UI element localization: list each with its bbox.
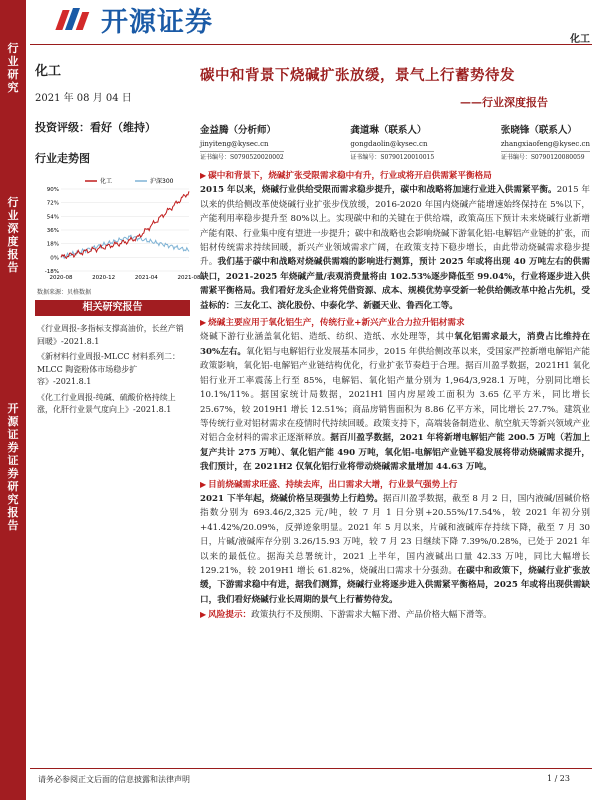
company-logo bbox=[55, 2, 245, 36]
footer-disclaimer: 请务必参阅正文后面的信息披露和法律声明 bbox=[38, 775, 190, 784]
bold-text: 2021 下半年起，烧碱价格呈现强势上行趋势。 bbox=[200, 493, 383, 504]
analyst-card bbox=[501, 124, 590, 164]
section-heading-text: 碳中和背景下，烧碱扩张受限需求稳中有升，行业或将开启供需紧平衡格局 bbox=[208, 171, 492, 181]
body-text: 据百川盈孚数据，截至 8 月 2 日，国内液碱/固碱价格指数分别为 693.46/2,325 元/吨，较 7 月 1 日分别+20.55%/17.54%，较 2021 年初分别+41.42%/20.09%，反弹迹象明显。2021 年 5 月以来，片碱和液碱库存持续下降，截至 7 月 30 日，片碱/液碱库存分别 3.26/15.93 万吨，较 7 月 23 日继续下降 7.39%/0.28%，已处于 2021 年以来的最低位。据海关总署统计，2021 上半年，国内液碱出口量 42.33 万吨，同比大幅增长 129.21%，较 2019H1 增长 61.82%，烧碱出口需求十分强劲。 bbox=[200, 493, 590, 576]
section-heading bbox=[200, 610, 251, 620]
report-title: 碳中和背景下烧碱扩张放缓，景气上行蓄势待发 bbox=[200, 67, 515, 84]
investment-rating: 投资评级：看好（维持） bbox=[35, 121, 156, 134]
section-heading bbox=[200, 477, 590, 492]
bullet-arrow-icon: ▶ bbox=[200, 170, 207, 180]
analyst-cert: 证书编号：S0790120080059 bbox=[501, 151, 590, 164]
x-tick-label: 2020-08 bbox=[49, 275, 73, 281]
x-tick-label: 2020-12 bbox=[92, 275, 116, 281]
analyst-cert: 证书编号：S0790120010015 bbox=[350, 151, 434, 164]
legend-label: 化工 bbox=[100, 178, 113, 185]
report-date: 2021 年 08 月 04 日 bbox=[35, 93, 132, 104]
y-tick-label: 54% bbox=[46, 214, 59, 221]
section-heading-text: 目前烧碱需求旺盛、持续去库，出口需求大增，行业景气强势上行 bbox=[208, 479, 458, 490]
header-sector: 化工 bbox=[570, 34, 590, 45]
related-report-link[interactable]: 《行业周报-多指标支撑高油价，长丝产销回暖》-2021.8.1 bbox=[37, 324, 184, 346]
trend-chart-title: 行业走势图 bbox=[35, 152, 90, 165]
x-tick-label: 2021-04 bbox=[134, 275, 158, 281]
bullet-arrow-icon: ▶ bbox=[200, 478, 207, 489]
legend-label: 沪深300 bbox=[150, 178, 174, 185]
analyst-name: 金益腾（分析师） bbox=[200, 125, 277, 136]
logo-text: 开源证券 bbox=[101, 6, 213, 38]
section-heading-text: 风险提示： bbox=[208, 610, 252, 621]
related-report-link[interactable]: 《化工行业周报-纯碱、硫酸价格持续上涨，化肝行业景气度向上》-2021.8.1 bbox=[37, 392, 176, 414]
body-text: 烧碱下游行业涵盖氧化铝、造纸、纺织、造纸、水处理等，其中 bbox=[200, 332, 455, 343]
paragraph bbox=[200, 330, 590, 474]
bold-text: 氧化铝需求最大，消费占比维持在 30%左右。 bbox=[200, 332, 590, 357]
analyst-email[interactable]: jinyiteng@kysec.cn bbox=[200, 140, 269, 148]
report-body bbox=[200, 166, 590, 623]
analyst-name: 张晓锋（联系人） bbox=[500, 125, 577, 136]
page-number: 1 / 23 bbox=[546, 774, 570, 783]
section-heading bbox=[200, 315, 590, 330]
y-tick-label: 18% bbox=[46, 241, 59, 248]
related-reports-header: 相关研究报告 bbox=[35, 300, 190, 316]
bold-text: 我们基于碳中和战略对烧碱供需端的影响进行测算，预计 2025 年或将出现 40 万吨左右的供需缺口，2021-2025 年烧碱产量/表观消费量将由 102.53%逐步降低至 99.04%，行业将逐步进入供需紧平衡格局。我们看好龙头企业将凭借资源、成本、规模优势享受新一轮供给侧改革中抢占先机，受益标的：三友化工、滨化股份、中泰化学、新疆天业、鲁西化工等。 bbox=[200, 257, 590, 311]
paragraph bbox=[200, 492, 590, 607]
side-strip bbox=[0, 0, 26, 800]
body-text: 氧化铝与电解铝行业发展基本同步，2015 年供给侧改革以来，受国家严控新增电解铝产能政策影响，氧化铝-电解铝产业链结构优化，行业扩张节奏趋于合理。据百川盈孚数据，2021H1 氧化铝行业开工率震荡上行至 85%，电解铝、氧化铝产量分别为 1,964/3,928.1 万吨，分别同比增长 10.1%/11%。据国家统计局数据，2021H1 国内房屋竣工面积为 3.65 亿平方米，同比增长 25.67%，较 2019H1 增长 12.51%；商品房销售面积为 8.86 亿平方米，同比增长 27.7%。建筑业等传统行业对铝材需求在疫情时代持续回暖。政策支持下，高端装备制造业、航空航天等新兴领域产业对铝合金材料的需求正逐渐释放。 bbox=[200, 346, 591, 444]
chart-source: 数据来源：贝格数据 bbox=[37, 289, 92, 296]
y-tick-label: 90% bbox=[46, 187, 59, 193]
related-reports-list bbox=[37, 323, 189, 420]
logo-mark-icon bbox=[55, 4, 97, 34]
bullet-arrow-icon: ▶ bbox=[200, 609, 207, 620]
bold-text: 2015 年以来，烧碱行业供给受限而需求稳步提升，碳中和战略将加速行业进入供需紧平衡。 bbox=[200, 185, 557, 196]
analyst-card bbox=[200, 124, 284, 164]
side-label-bottom: 开源证券 证券研究报告 bbox=[7, 402, 19, 532]
header-divider bbox=[30, 44, 592, 45]
bold-text: 在碳中和政策下，烧碱行业扩张放缓，下游需求稳中有进，据我们测算，烧碱行业将逐步进入供需紧平衡格局，2025 年或将出现供需缺口，我们看好烧碱行业长周期的景气上行蓄势待发。 bbox=[200, 565, 590, 605]
bullet-arrow-icon: ▶ bbox=[200, 317, 207, 328]
side-label-top: 行业研究 bbox=[7, 42, 19, 94]
side-label-mid: 行业深度报告 bbox=[7, 196, 19, 274]
bold-text: 据百川盈孚数据，2021 年将新增电解铝产能 200.5 万吨（若加上复产共计 275 万吨）、氧化铝产能 490 万吨，氧化铝-电解铝产业链平稳发展将带动烧碱需求提升，我们预计，在 2021H2 仅氧化铝行业将带动烧碱需求量增加 44.63 万吨。 bbox=[200, 433, 590, 473]
paragraph bbox=[200, 183, 590, 313]
industry-trend-chart bbox=[35, 175, 201, 285]
y-tick-label: 36% bbox=[46, 228, 59, 234]
section-heading-text: 烧碱主要应用于氧化铝生产，传统行业+新兴产业合力拉升铝材需求 bbox=[208, 318, 465, 329]
sector-label: 化工 bbox=[35, 64, 62, 79]
analyst-email[interactable]: zhangxiaofeng@kysec.cn bbox=[500, 140, 590, 148]
y-tick-label: 72% bbox=[46, 200, 59, 207]
y-tick-label: -18% bbox=[44, 269, 59, 275]
body-text: 政策执行不及预期、下游需求大幅下滑、产品价格大幅下滑等。 bbox=[251, 610, 492, 621]
report-subtitle: ——行业深度报告 bbox=[460, 96, 548, 109]
y-tick-label: 0% bbox=[50, 255, 59, 262]
body-text: 2015 年以来的供给侧改革使烧碱行业扩张步伐放缓，2016-2020 年国内烧碱产能增速始终保持在 5%以下，产能利用率稳步提升至 80%以上。实现碳中和的关键在于供给端，政策高压下预计未来烧碱行业新增产能有限、行业集中度有望进一步提升；碳中和战略也会影响烧碱下游氧化铝-电解铝产业链的扩张，而铝材传统需求持续回暖，新兴产业领域需求广阔，在政策支持下稳步增长，由此带动烧碱需求稳步提升。 bbox=[200, 185, 590, 268]
x-tick-label: 2021-08 bbox=[177, 275, 201, 281]
related-report-link[interactable]: 《新材料行业周报-MLCC 材料系列二：MLCC 陶瓷粉体市场稳步扩容》-2021.8.1 bbox=[37, 352, 180, 386]
footer-divider bbox=[30, 768, 592, 769]
section-heading bbox=[200, 168, 590, 183]
left-column bbox=[35, 60, 185, 166]
analyst-name: 龚道琳（联系人） bbox=[350, 125, 427, 136]
analyst-email[interactable]: gongdaolin@kysec.cn bbox=[350, 140, 428, 148]
analyst-list bbox=[200, 124, 590, 164]
analyst-cert: 证书编号：S0790520020002 bbox=[200, 151, 284, 164]
analyst-card bbox=[350, 124, 434, 164]
